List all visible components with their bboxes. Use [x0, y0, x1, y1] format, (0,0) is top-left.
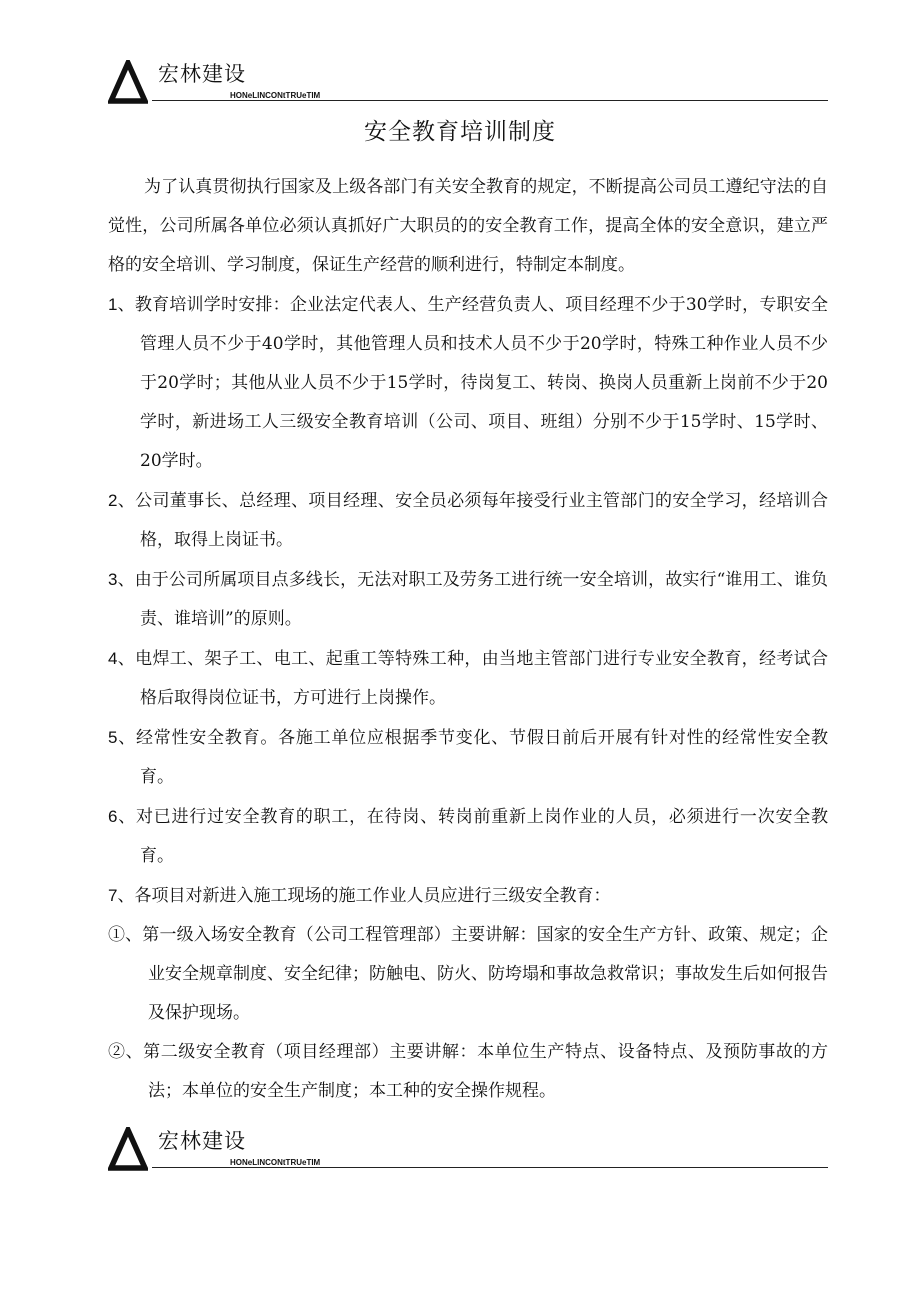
item-text: 各项目对新进入施工现场的施工作业人员应进行三级安全教育：: [134, 886, 611, 906]
sub-list-item: [108, 1033, 828, 1111]
item-number: 7、: [108, 886, 135, 905]
list-item: [108, 481, 828, 560]
document-title: 安全教育培训制度: [364, 119, 556, 145]
company-name: 宏林建设: [158, 62, 246, 86]
item-text: 教育培训学时安排：企业法定代表人、生产经营负责人、项目经理不少于30学时，专职安全管理人员不少于40学时，其他管理人员和技术人员不少于20学时，特殊工种作业人员不少于20学时；其他从业人员不少于15学时，待岗复工、转岗、换岗人员重新上岗前不少于20学时，新进场工人三级安全教育培训（公司、项目、班组）分别不少于15学时、15学时、20学时。: [134, 295, 828, 471]
item-text: 经常性安全教育。各施工单位应根据季节变化、节假日前后开展有针对性的经常性安全教育。: [135, 728, 828, 787]
document-body: [108, 168, 828, 1111]
triangle-logo-icon: [108, 1127, 148, 1171]
item-number: 4、: [108, 649, 136, 668]
triangle-logo-icon: [108, 60, 148, 104]
header-logo: [108, 60, 828, 104]
header-divider: [152, 100, 828, 101]
item-number: 1、: [108, 295, 135, 314]
sub-item-text: 第一级入场安全教育（公司工程管理部）主要讲解：国家的安全生产方针、政策、规定；企业安全规章制度、安全纪律；防触电、防火、防垮塌和事故急救常识；事故发生后如何报告及保护现场。: [142, 925, 829, 1023]
company-english-name: HONeLINCONtTRUeTIM: [230, 1158, 321, 1167]
footer-divider: [152, 1167, 828, 1168]
list-item: [108, 797, 828, 876]
list-item: [108, 718, 828, 797]
item-text: 由于公司所属项目点多线长，无法对职工及劳务工进行统一安全培训，故实行“谁用工、谁负责、谁培训”的原则。: [134, 570, 828, 629]
sub-item-number: ①、: [108, 925, 143, 945]
company-name: 宏林建设: [158, 1129, 246, 1153]
sub-list-item: [108, 916, 828, 1033]
item-text: 对已进行过安全教育的职工，在待岗、转岗前重新上岗作业的人员，必须进行一次安全教育。: [135, 807, 828, 866]
list-item: [108, 639, 828, 718]
list-item: [108, 285, 828, 481]
sub-item-number: ②、: [108, 1042, 144, 1062]
item-number: 6、: [108, 807, 136, 826]
item-number: 5、: [108, 728, 136, 747]
list-item: [108, 560, 828, 639]
footer-logo: [108, 1127, 828, 1171]
item-number: 2、: [108, 491, 136, 510]
item-text: 电焊工、架子工、电工、起重工等特殊工种，由当地主管部门进行专业安全教育，经考试合格后取得岗位证书，方可进行上岗操作。: [135, 649, 828, 708]
item-text: 公司董事长、总经理、项目经理、安全员必须每年接受行业主管部门的安全学习，经培训合格，取得上岗证书。: [135, 491, 828, 550]
list-item: [108, 876, 828, 916]
item-number: 3、: [108, 570, 135, 589]
sub-item-text: 第二级安全教育（项目经理部）主要讲解：本单位生产特点、设备特点、及预防事故的方法；本单位的安全生产制度；本工种的安全操作规程。: [143, 1042, 829, 1101]
company-english-name: HONeLINCONtTRUeTIM: [230, 91, 321, 100]
intro-paragraph: 为了认真贯彻执行国家及上级各部门有关安全教育的规定，不断提高公司员工遵纪守法的自觉性，公司所属各单位必须认真抓好广大职员的的安全教育工作，提高全体的安全意识，建立严格的安全培训、学习制度，保证生产经营的顺利进行，特制定本制度。: [108, 177, 828, 275]
